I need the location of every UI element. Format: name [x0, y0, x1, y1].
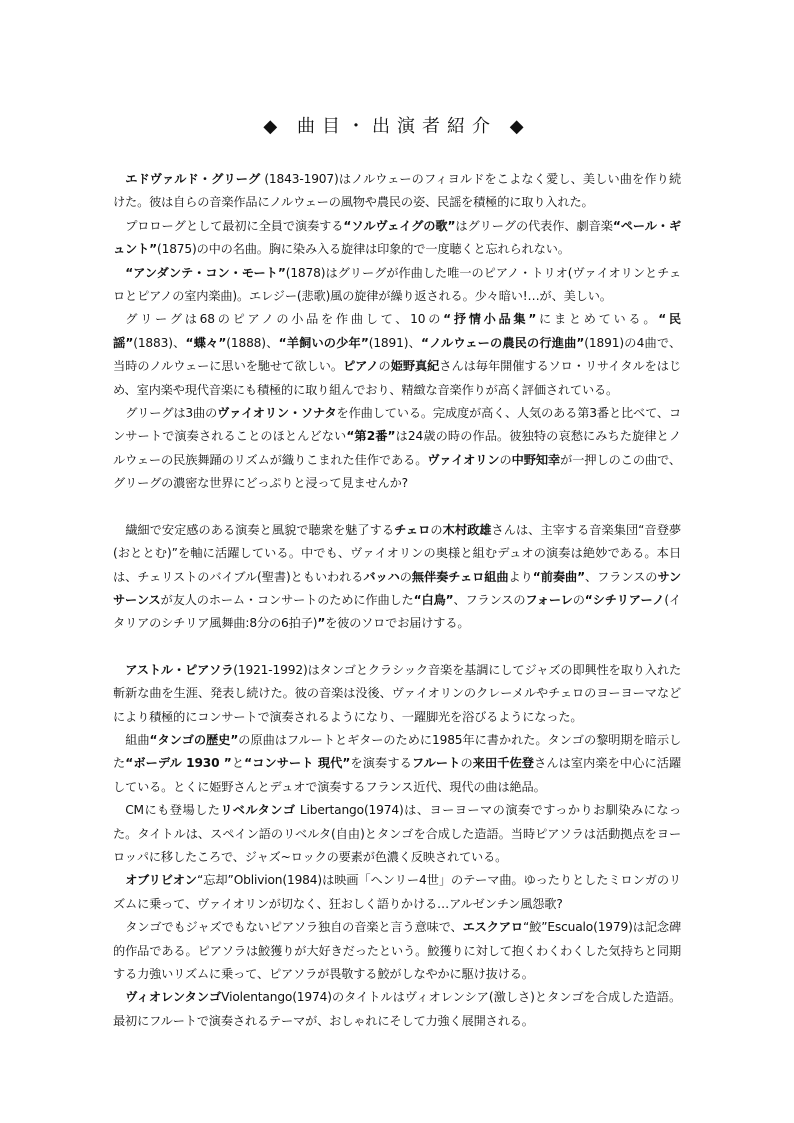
body-text: (1878)はグリーグが作曲した唯一のピアノ・トリオ(ヴァイオリンとチェロとピアノの室内楽曲)。エレジー(悲歌)風の旋律が繰り返される。少々暗い!…が、美しい。: [113, 265, 681, 304]
body-text: は24歳の時の作品。彼独特の哀愁にみちた旋律とノルウェーの民族舞踊のリズムが織りこまれた佳作である。: [113, 429, 681, 467]
paragraph: [113, 519, 681, 636]
emphasis-text: ”: [317, 616, 326, 631]
body-text: (1883)、: [133, 335, 186, 350]
paragraph: [113, 729, 681, 799]
body-text: の: [378, 359, 391, 374]
emphasis-text: “蝶々”: [185, 335, 227, 350]
body-text: (1891)の4曲で、当時のノルウェーに思いを馳せて欲しい。: [113, 335, 682, 374]
body-text: の: [430, 522, 443, 537]
emphasis-text: ピアノ: [343, 359, 379, 374]
paragraph: [113, 659, 681, 729]
body-text: (1891)、: [368, 335, 422, 350]
body-text: Libertango(1974)は、ヨーヨーマの演奏ですっかりお馴染みになった。タイトルは、スペイン語のリベルタ(自由)とタンゴを合成した造語。当時ピアソラは活動拠点をヨーロッパに移したころで、ジャズ~ロックの要素が色濃く反映されている。: [113, 803, 682, 864]
body-text: の原曲はフルートとギターのために1985年に書かれた。タンゴの黎明期を暗示した: [113, 732, 681, 771]
body-text: を演奏する: [350, 756, 412, 771]
emphasis-text: オブリビオン: [125, 873, 198, 888]
emphasis-text: “羊飼いの少年”: [278, 335, 369, 350]
emphasis-text: リベルタンゴ: [220, 803, 296, 818]
body-text: (1843-1907)はノルウェーのフィヨルドをこよなく愛し、美しい曲を作り続けた。彼は自らの音楽作品にノルウェーの風物や農民の姿、民謡を積極的に取り入れた。: [113, 172, 681, 210]
body-text: 、フランスの: [584, 569, 658, 584]
body-text: はグリーグの代表作、劇音楽: [455, 218, 613, 233]
section-gap: [113, 636, 681, 659]
body-text: を作曲している。完成度が高く、人気のある第3番と比べて、コンサートで演奏されることのほとんどない: [113, 406, 681, 444]
emphasis-text: 中野知幸: [511, 452, 561, 467]
body-text: 繊細で安定感のある演奏と風貌で聴衆を魅了する: [125, 522, 395, 537]
body-text: にまとめている。: [536, 312, 659, 327]
body-text: が友人のホーム・コンサートのために作曲した: [160, 592, 414, 607]
body-text: グリーグは3曲の: [125, 406, 218, 421]
emphasis-text: “前奏曲”: [532, 569, 585, 584]
emphasis-text: ヴィオレンタンゴ: [125, 990, 222, 1005]
emphasis-text: “抒情小品集”: [443, 312, 537, 327]
emphasis-text: ヴァイオリン: [427, 452, 500, 467]
program-notes-body: [113, 168, 681, 1033]
body-text: タンゴでもジャズでもないピアソラ独自の音楽と言う意味で、: [125, 920, 463, 935]
paragraph: [113, 168, 681, 215]
body-text: の: [499, 452, 512, 467]
body-text: さんは毎年開催するソロ・リサイタルをはじめ、室内楽や現代音楽にも積極的に取り組んでおり、精緻な音楽作りが高く評価されている。: [113, 359, 682, 397]
body-text: (1888)、: [226, 335, 279, 350]
body-text: の: [399, 569, 412, 584]
paragraph: [113, 986, 681, 1033]
emphasis-text: “ペール・ギュント”: [113, 218, 681, 257]
emphasis-text: “ソルヴェイグの歌”: [343, 218, 456, 233]
emphasis-text: 姫野真紀: [390, 359, 440, 374]
emphasis-text: “民謡”: [113, 312, 681, 350]
body-text: より: [508, 569, 533, 584]
paragraph: [113, 402, 681, 496]
emphasis-text: ヴァイオリン・ソナタ: [217, 406, 337, 421]
body-text: プロローグとして最初に全員で演奏する: [125, 218, 344, 233]
program-notes-page: [113, 104, 681, 1033]
paragraph: [113, 799, 681, 869]
emphasis-text: “コンサート 現代”: [244, 756, 351, 771]
body-text: “鮫”Escualo(1979)は記念碑的作品である。ピアソラは鮫獲りが大好きだったという。鮫獲りに対して抱くわくわくした気持ちと同期する力強いリズムに乗って、ピアソラが畏敬する鮫がしなやかに駆け抜ける。: [113, 920, 681, 981]
emphasis-text: フルート: [411, 756, 461, 771]
paragraph: [113, 308, 681, 402]
paragraph: [113, 869, 681, 916]
emphasis-text: バッハ: [363, 569, 400, 584]
emphasis-text: エドヴァルド・グリーグ: [125, 172, 261, 186]
emphasis-text: “第2番”: [346, 429, 396, 444]
emphasis-text: “ボーデル 1930 ”: [125, 756, 232, 771]
body-text: (1875)の中の名曲。胸に染み入る旋律は印象的で一度聴くと忘れられない。: [156, 242, 570, 257]
section-gap: [113, 496, 681, 519]
body-text: さんは室内楽を中心に活躍している。とくに姫野さんとデュオで演奏するフランス近代、現代の曲は絶品。: [113, 756, 682, 794]
page-title: ◆ 曲目・出演者紹介 ◆: [263, 116, 531, 137]
body-text: 、フランスの: [453, 592, 526, 607]
body-text: を彼のソロでお届けする。: [325, 616, 470, 631]
body-text: (1921-1992)はタンゴとクラシック音楽を基調にしてジャズの即興性を取り入れた斬新な曲を生涯、発表し続けた。彼の音楽は没後、ヴァイオリンのクレーメルやチェロのヨーヨーマなどにより積極的にコンサートで演奏されるようになり、一躍脚光を浴びるようになった。: [113, 662, 681, 724]
body-text: Violentango(1974)のタイトルはヴィオレンシア(激しさ)とタンゴを合成した造語。最初にフルートで演奏されるテーマが、おしゃれにそして力強く展開される。: [113, 990, 681, 1028]
emphasis-text: 木村政雄: [442, 522, 492, 537]
emphasis-text: 無伴奏チェロ組曲: [411, 569, 509, 584]
emphasis-text: “ノルウェーの農民の行進曲”: [421, 335, 585, 350]
emphasis-text: “タンゴの歴史”: [149, 732, 239, 747]
emphasis-text: エスクアロ: [462, 920, 523, 935]
emphasis-text: アストル・ピアソラ: [125, 662, 234, 677]
paragraph: [113, 215, 681, 262]
paragraph: [113, 916, 681, 986]
paragraph: [113, 262, 681, 309]
body-text: CMにも登場した: [125, 803, 221, 818]
body-text: の: [460, 756, 473, 771]
body-text: の: [572, 592, 585, 607]
body-text: と: [231, 756, 245, 771]
body-text: “忘却”Oblivion(1984)は映画「ヘンリー4世」のテーマ曲。ゆったりとしたミロンガのリズムに乗って、ヴァイオリンが切なく、狂おしく語りかける…アルゼンチン風怨歌?: [113, 873, 681, 911]
body-text: グリーグは68のピアノの小品を作曲して、10の: [125, 312, 444, 327]
emphasis-text: 来田千佐登: [472, 756, 535, 771]
body-text: が一押しのこの曲で、グリーグの濃密な世界にどっぷりと浸って見ませんか?: [113, 452, 681, 491]
body-text: 組曲: [125, 732, 150, 747]
emphasis-text: “白鳥”: [413, 592, 454, 607]
emphasis-text: チェロ: [394, 522, 431, 537]
emphasis-text: サンサーンス: [113, 569, 681, 607]
emphasis-text: フォーレ: [525, 592, 573, 607]
emphasis-text: “シチリアーノ: [584, 592, 665, 607]
emphasis-text: “アンダンテ・コン・モート”: [125, 265, 286, 280]
body-text: さんは、主宰する音楽集団“音登夢(おととむ)”を軸に活躍している。中でも、ヴァイオリンの奥様と組むデュオの演奏は絶妙である。本日は、チェリストのバイブル(聖書)ともいわれる: [113, 522, 682, 584]
body-text: (イタリアのシチリア風舞曲:8分の6拍子): [113, 592, 681, 631]
